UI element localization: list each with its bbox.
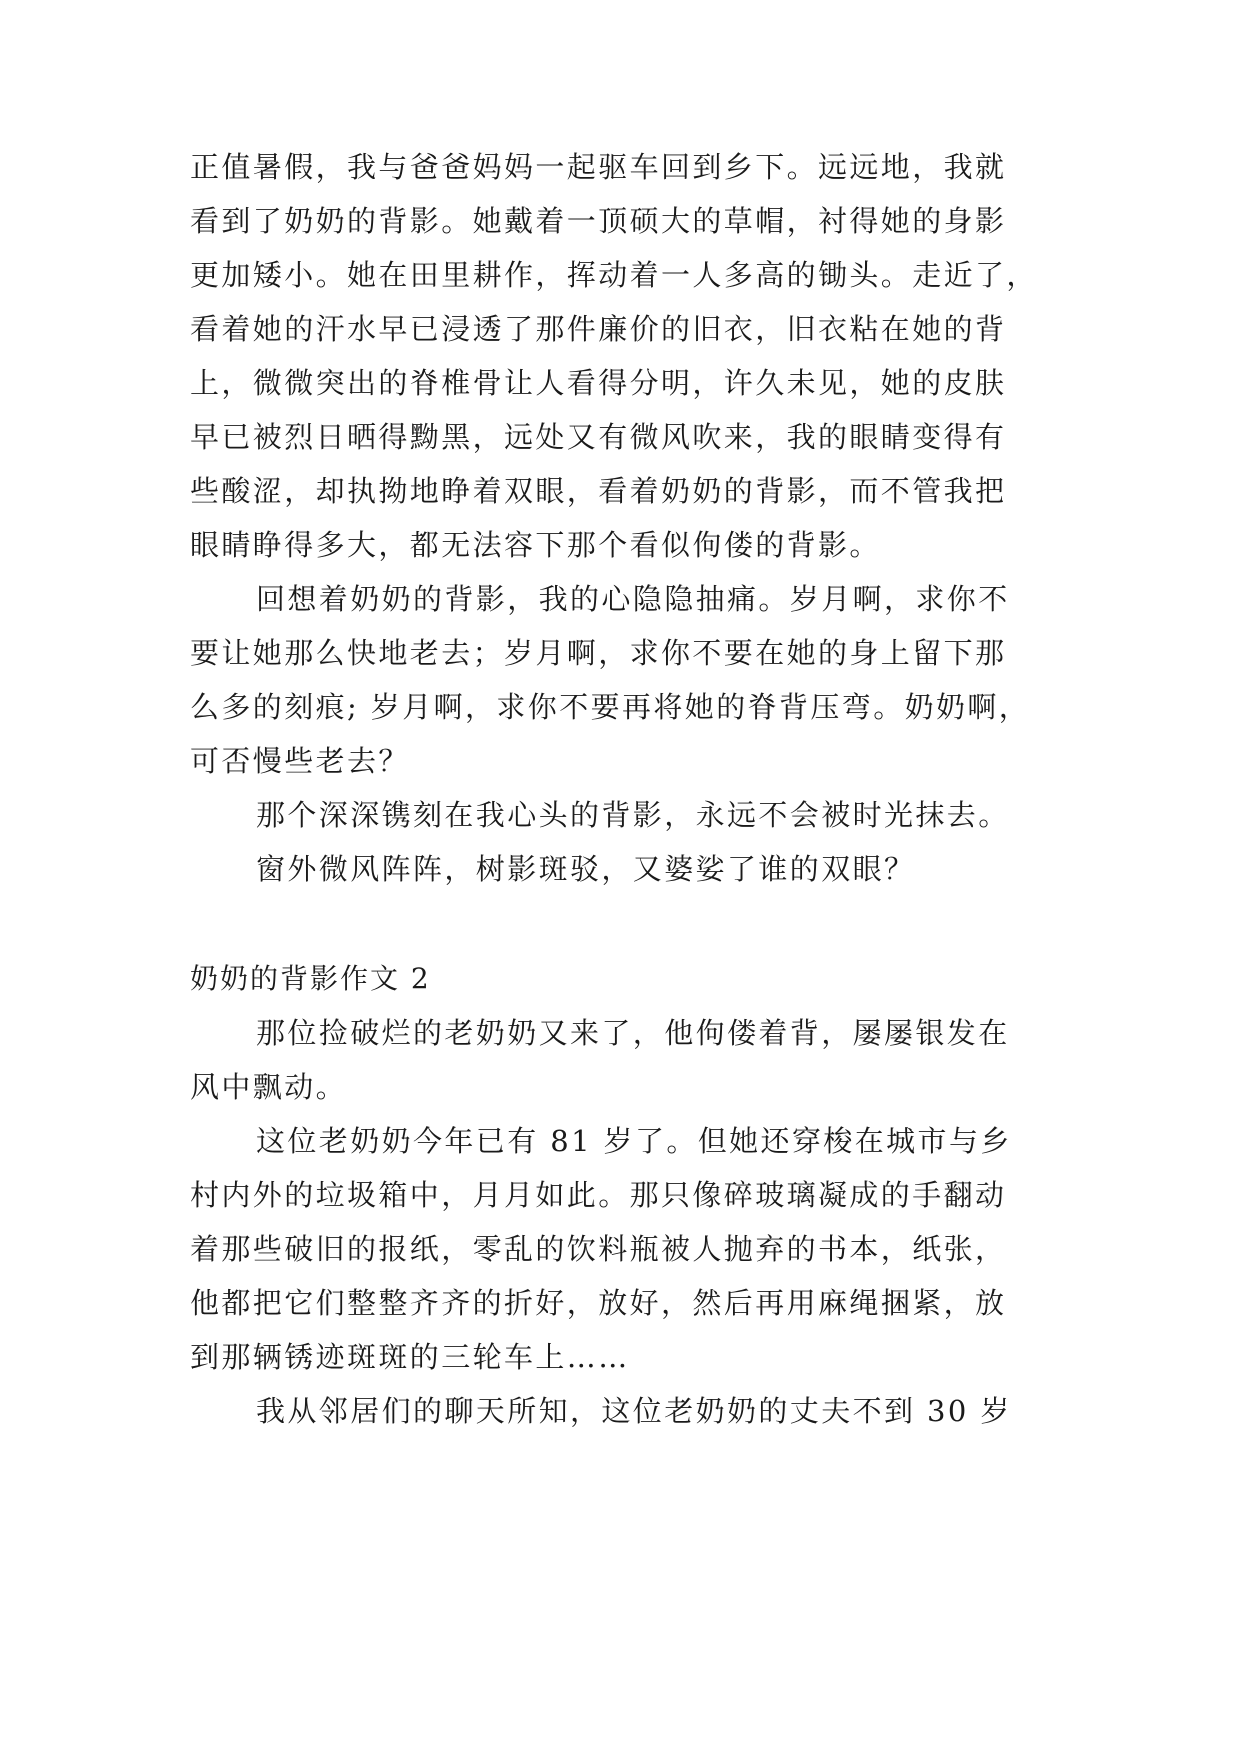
text-line: 这位老奶奶今年已有 81 岁了。但她还穿梭在城市与乡: [256, 1124, 1012, 1158]
text-line: 更加矮小。她在田里耕作，挥动着一人多高的锄头。走近了，: [190, 258, 1038, 292]
text-line: 窗外微风阵阵，树影斑驳，又婆娑了谁的双眼？: [256, 852, 916, 886]
text-line: 么多的刻痕; 岁月啊，求你不要再将她的脊背压弯。奶奶啊，: [190, 690, 1031, 724]
text-line: 我从邻居们的聊天所知，这位老奶奶的丈夫不到 30 岁: [256, 1394, 1012, 1428]
text-line: 那个深深镌刻在我心头的背影，永远不会被时光抹去。: [256, 798, 1010, 832]
text-line: 看到了奶奶的背影。她戴着一顶硕大的草帽，衬得她的身影: [190, 204, 1007, 238]
text-line: 回想着奶奶的背影，我的心隐隐抽痛。岁月啊，求你不: [256, 582, 1010, 616]
text-line: 到那辆锈迹斑斑的三轮车上……: [190, 1340, 630, 1374]
text-line: 些酸涩，却执拗地睁着双眼，看着奶奶的背影，而不管我把: [190, 474, 1007, 508]
section-heading: 奶奶的背影作文 2: [190, 962, 431, 995]
text-line: 看着她的汗水早已浸透了那件廉价的旧衣，旧衣粘在她的背: [190, 312, 1007, 346]
text-line: 他都把它们整整齐齐的折好，放好，然后再用麻绳捆紧，放: [190, 1286, 1007, 1320]
text-line: 风中飘动。: [190, 1070, 348, 1104]
text-line: 村内外的垃圾箱中，月月如此。那只像碎玻璃凝成的手翻动: [190, 1178, 1007, 1212]
text-line: 可否慢些老去？: [190, 744, 410, 778]
text-line: 眼睛睁得多大，都无法容下那个看似佝偻的背影。: [190, 528, 881, 562]
text-line: 早已被烈日晒得黝黑，远处又有微风吹来，我的眼睛变得有: [190, 420, 1007, 454]
text-line: 那位捡破烂的老奶奶又来了，他佝偻着背，屡屡银发在: [256, 1016, 1010, 1050]
text-line: 要让她那么快地老去；岁月啊，求你不要在她的身上留下那: [190, 636, 1007, 670]
text-line: 着那些破旧的报纸，零乱的饮料瓶被人抛弃的书本，纸张，: [190, 1232, 1007, 1266]
text-line: 上，微微突出的脊椎骨让人看得分明，许久未见，她的皮肤: [190, 366, 1007, 400]
text-line: 正值暑假，我与爸爸妈妈一起驱车回到乡下。远远地，我就: [190, 150, 1007, 184]
